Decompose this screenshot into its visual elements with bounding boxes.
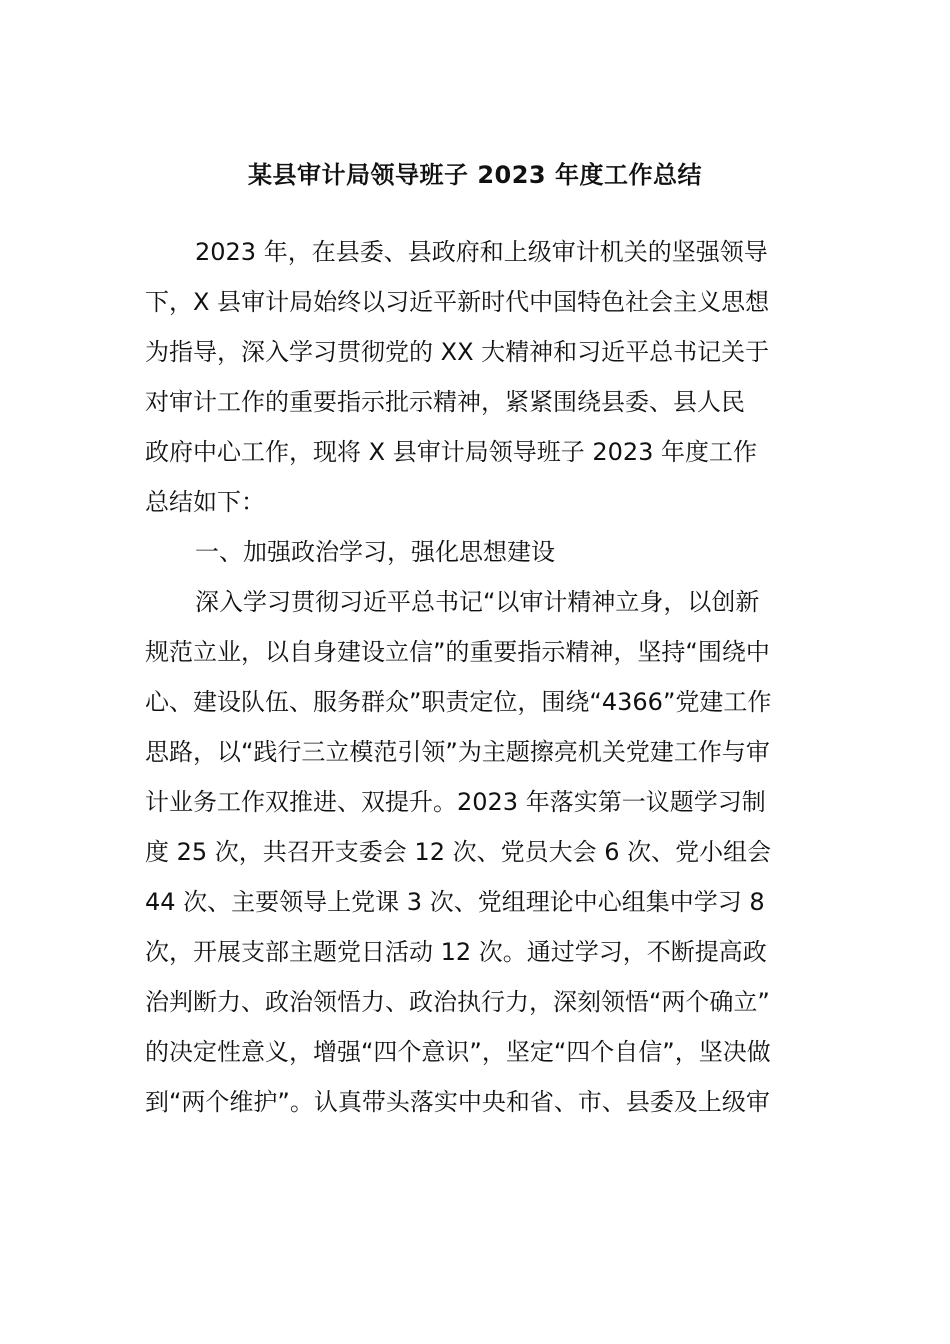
paragraph-line-8: 规范立业，以自身建设立信”的重要指示精神，坚持“围绕中: [145, 638, 770, 666]
document-title: 某县审计局领导班子 2023 年度工作总结: [247, 161, 702, 189]
paragraph-line-4: 对审计工作的重要指示批示精神，紧紧围绕县委、县人民: [145, 388, 745, 416]
paragraph-line-7: 深入学习贯彻习近平总书记“以审计精神立身，以创新: [195, 588, 760, 616]
paragraph-line-10: 思路，以“践行三立模范引领”为主题擦亮机关党建工作与审: [145, 738, 770, 766]
paragraph-line-9: 心、建设队伍、服务群众”职责定位，围绕“4366”党建工作: [145, 688, 772, 716]
paragraph-line-6: 总结如下：: [145, 488, 265, 516]
section-heading-1: 一、加强政治学习，强化思想建设: [195, 538, 555, 566]
paragraph-line-5: 政府中心工作，现将 X 县审计局领导班子 2023 年度工作: [145, 438, 758, 466]
paragraph-line-17: 到“两个维护”。认真带头落实中央和省、市、县委及上级审: [145, 1088, 770, 1116]
paragraph-line-14: 次，开展支部主题党日活动 12 次。通过学习，不断提高政: [145, 938, 767, 966]
paragraph-line-15: 治判断力、政治领悟力、政治执行力，深刻领悟“两个确立”: [145, 988, 770, 1016]
paragraph-line-1: 2023 年，在县委、县政府和上级审计机关的坚强领导: [195, 238, 768, 266]
paragraph-line-12: 度 25 次，共召开支委会 12 次、党员大会 6 次、党小组会: [145, 838, 772, 866]
paragraph-line-16: 的决定性意义，增强“四个意识”，坚定“四个自信”，坚决做: [145, 1038, 771, 1066]
paragraph-line-13: 44 次、主要领导上党课 3 次、党组理论中心组集中学习 8: [145, 888, 765, 916]
paragraph-line-11: 计业务工作双推进、双提升。2023 年落实第一议题学习制: [145, 788, 766, 816]
document-body: [145, 227, 810, 1127]
paragraph-line-2: 下，X 县审计局始终以习近平新时代中国特色社会主义思想: [145, 288, 770, 316]
paragraph-line-3: 为指导，深入学习贯彻党的 XX 大精神和习近平总书记关于: [145, 338, 770, 366]
